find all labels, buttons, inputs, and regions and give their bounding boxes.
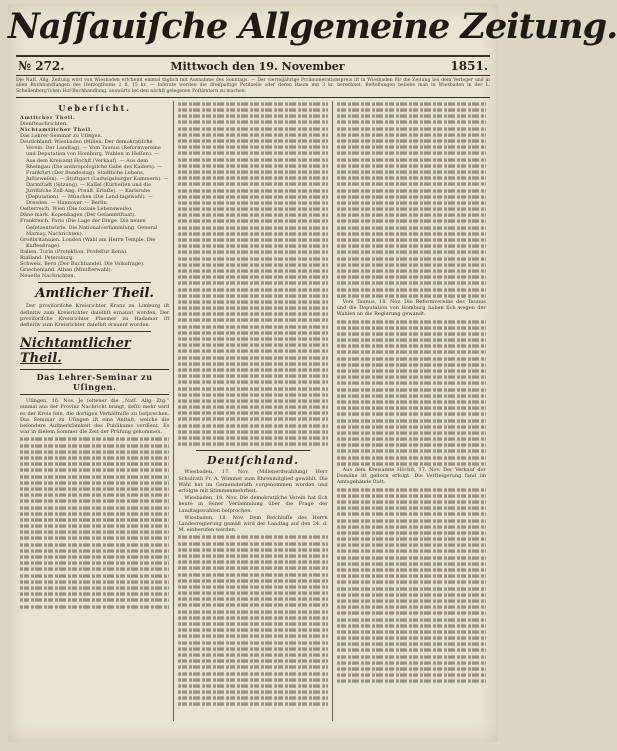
divider bbox=[196, 450, 309, 451]
contents-heading: Ueberſicht. bbox=[58, 102, 131, 113]
contents-item: Griechenland. Athen (Miniſterwahl). bbox=[20, 267, 113, 274]
divider bbox=[38, 331, 151, 332]
article-subheading: Das Lehrer-Seminar zu Uſingen. bbox=[20, 369, 169, 395]
contents-item: Oeſterreich. Wien (Die ſoziale Lebensweiſe). bbox=[20, 206, 133, 213]
contents-item: Das Lehrer-Seminar zu Uſingen. bbox=[20, 133, 103, 140]
contents-item: Däne mark. Kopenhagen (Der Geſammtſtaat). bbox=[20, 212, 136, 219]
issue-number: № 272. bbox=[18, 59, 65, 73]
divider bbox=[38, 282, 151, 283]
newspaper-masthead: Naſſauiſche Allgemeine Zeitung. bbox=[8, 6, 617, 47]
contents-item: Amtlicher Theil. bbox=[20, 114, 76, 121]
right-column-text-mid bbox=[337, 319, 486, 468]
germany-news bbox=[178, 469, 327, 533]
middle-column bbox=[173, 101, 331, 721]
contents-item: Italien. Turin (Protektion, Profeſſur Bona). bbox=[20, 248, 128, 255]
columns bbox=[16, 101, 490, 721]
issue-year: 1851. bbox=[450, 59, 488, 73]
contents-item: Neueſte Nachrichten. bbox=[20, 273, 76, 280]
official-text bbox=[20, 303, 169, 328]
germany-section-heading: Deutſchland. bbox=[207, 454, 299, 468]
right-column-text-bottom bbox=[337, 487, 486, 685]
news-paragraph: Vom Taunus, 18. Nov. Die Reformvereine des Taunus und die Deputation von Homburg haben ſich wegen der Wahlen an die Regierung gewandt. bbox=[336, 298, 486, 318]
left-column bbox=[16, 101, 173, 721]
contents-item: Rußland. Petersburg. bbox=[20, 255, 75, 262]
seminar-article bbox=[20, 398, 169, 435]
newspaper-page bbox=[8, 4, 617, 742]
contents-item: Nichtamtlicher Theil. bbox=[20, 127, 94, 134]
regional-news bbox=[337, 467, 486, 486]
regional-news bbox=[337, 299, 486, 318]
news-paragraph: Wiesbaden, 17. Nov. (Millenerdwahlung) Herr Schulrath Fr. A. Wimmer zum Ehrenmitglied gewählt. Die Wahl hat im Gemeinderath vorgenommen worden und erfolgte mit Stimmenmehrheit. bbox=[178, 469, 328, 494]
news-paragraph: Aus dem Kreisamte Höchſt, 17. Nov. Der Verkauf der Domäne iſt geſtern erfolgt. Die Verſteigerung fand im Amtsgebäude ſtatt. bbox=[336, 467, 486, 486]
seminar-paragraph: Uſingen, 16. Nov. Je ſeltener die „Naſſ. Allg. Ztg.“ einmal aus der Provinz Nachricht bringt, deſto mehr wird es der Kreis ſein, die dortigen Verhältniſſe zu beſprechen. Das Seminar zu Uſingen iſt eine Anſtalt, welche die beſondere Aufmerkſamkeit des Publikums verdient. Es war in dieſem Sommer die Zeit der Prüfung gekommen. bbox=[20, 398, 170, 436]
news-paragraph: Wiesbaden, 18. Nov. Die demokratiſche Verein hat ſich heute in ſeiner Verſammlung über die Frage der Landtagswahlen beſprochen. bbox=[178, 495, 328, 514]
right-column bbox=[332, 101, 490, 721]
contents-item: Schweiz. Bern (Der Buchhandel. Die Volksfrage). bbox=[20, 261, 145, 268]
issue-date: Mittwoch den 19. November bbox=[170, 60, 345, 73]
dateline bbox=[16, 55, 490, 76]
news-paragraph: Wiesbaden, 18. Nov. Dem Beſchluſſe des Herrn Landesregierung gemäß wird der Landtag auf den 24. d. M. einberufen werden. bbox=[178, 514, 328, 534]
right-column-text-top bbox=[337, 101, 486, 299]
article-continuation bbox=[20, 436, 169, 609]
contents-list bbox=[20, 115, 169, 280]
middle-column-text-bottom bbox=[178, 534, 327, 707]
contents-item: Großbritannien. London (Wahl am Herrn Temple. Die Kaffeeßrage). bbox=[20, 236, 156, 249]
official-section-heading: Amtlicher Theil. bbox=[35, 286, 154, 302]
unofficial-section-heading: Nichtamtlicher Theil. bbox=[20, 336, 131, 367]
official-paragraph: Der proviſoriſche Kreisrichter Kranz zu Limburg iſt definitiv zum Kreisrichter daſelbſt ernannt worden. Der proviſoriſche Kreisrichter Pluemer zu Hadamar iſt definitiv zum Kreisrichter daſelbſt ernannt worden. bbox=[20, 303, 170, 329]
middle-column-text-top bbox=[178, 101, 327, 448]
contents-item: Frankreich. Paris (Die Lage der Dinge. Die neuen Geſetzentwürfe. Die Nationalverſammlung. General Marnay. Nachrichten). bbox=[20, 218, 158, 237]
contents-item: Deutſchland. Wiesbaden (Millen. Der demokratiſche Verein. Der Landtag). — Vom Taunus (Reformvereine und Deputation von Homburg, Wahlen in Heſſen). — Aus dem Kreisamt Hochſt (Verkauf). — Aus dem Rheingau (Die anthropologiſche Gabe des Kaiſers). — Frankfurt (Der Bundestag). Stadtliche Lebens, Juſtizweſen). — Stuttgart (Ludwigsburger Kammern). — Darmſtadt (Sitzung). — Kaſſel (Kurheſſen und die Juriſtiſche Zoll-Ang. Preuß. Erlaſſe). — Karlsruhe (Deputation). — München (Die Land-tagswahl). — Dresden. — Hannover. — Berlin. bbox=[20, 139, 169, 207]
subscription-notice: Die Naſſ. Allg. Zeitung wird von Wiesbaden erſcheint einmal täglich mit Ausnahme des Sonntags. — Der vierteljährige Prränumerationspreis iſt in Wiesbaden für die Zeitung bei dem Verleger und in allen Buchhandlungen des Herzogthums 2 fl. 15 kr. — Inſerate werden die dreiſpaltige Petitzeile oder deren Raum mit 3 kr. berechnet. Beſtellungen beliebe man in Wiesbaden in der L. Schellenberg'ſchen Hof-Buchhandlung, auswärts bei den nächſt gelegenen Poſtämtern zu machen. bbox=[16, 78, 490, 98]
contents-item: Dienſtnachrichten. bbox=[20, 120, 68, 127]
